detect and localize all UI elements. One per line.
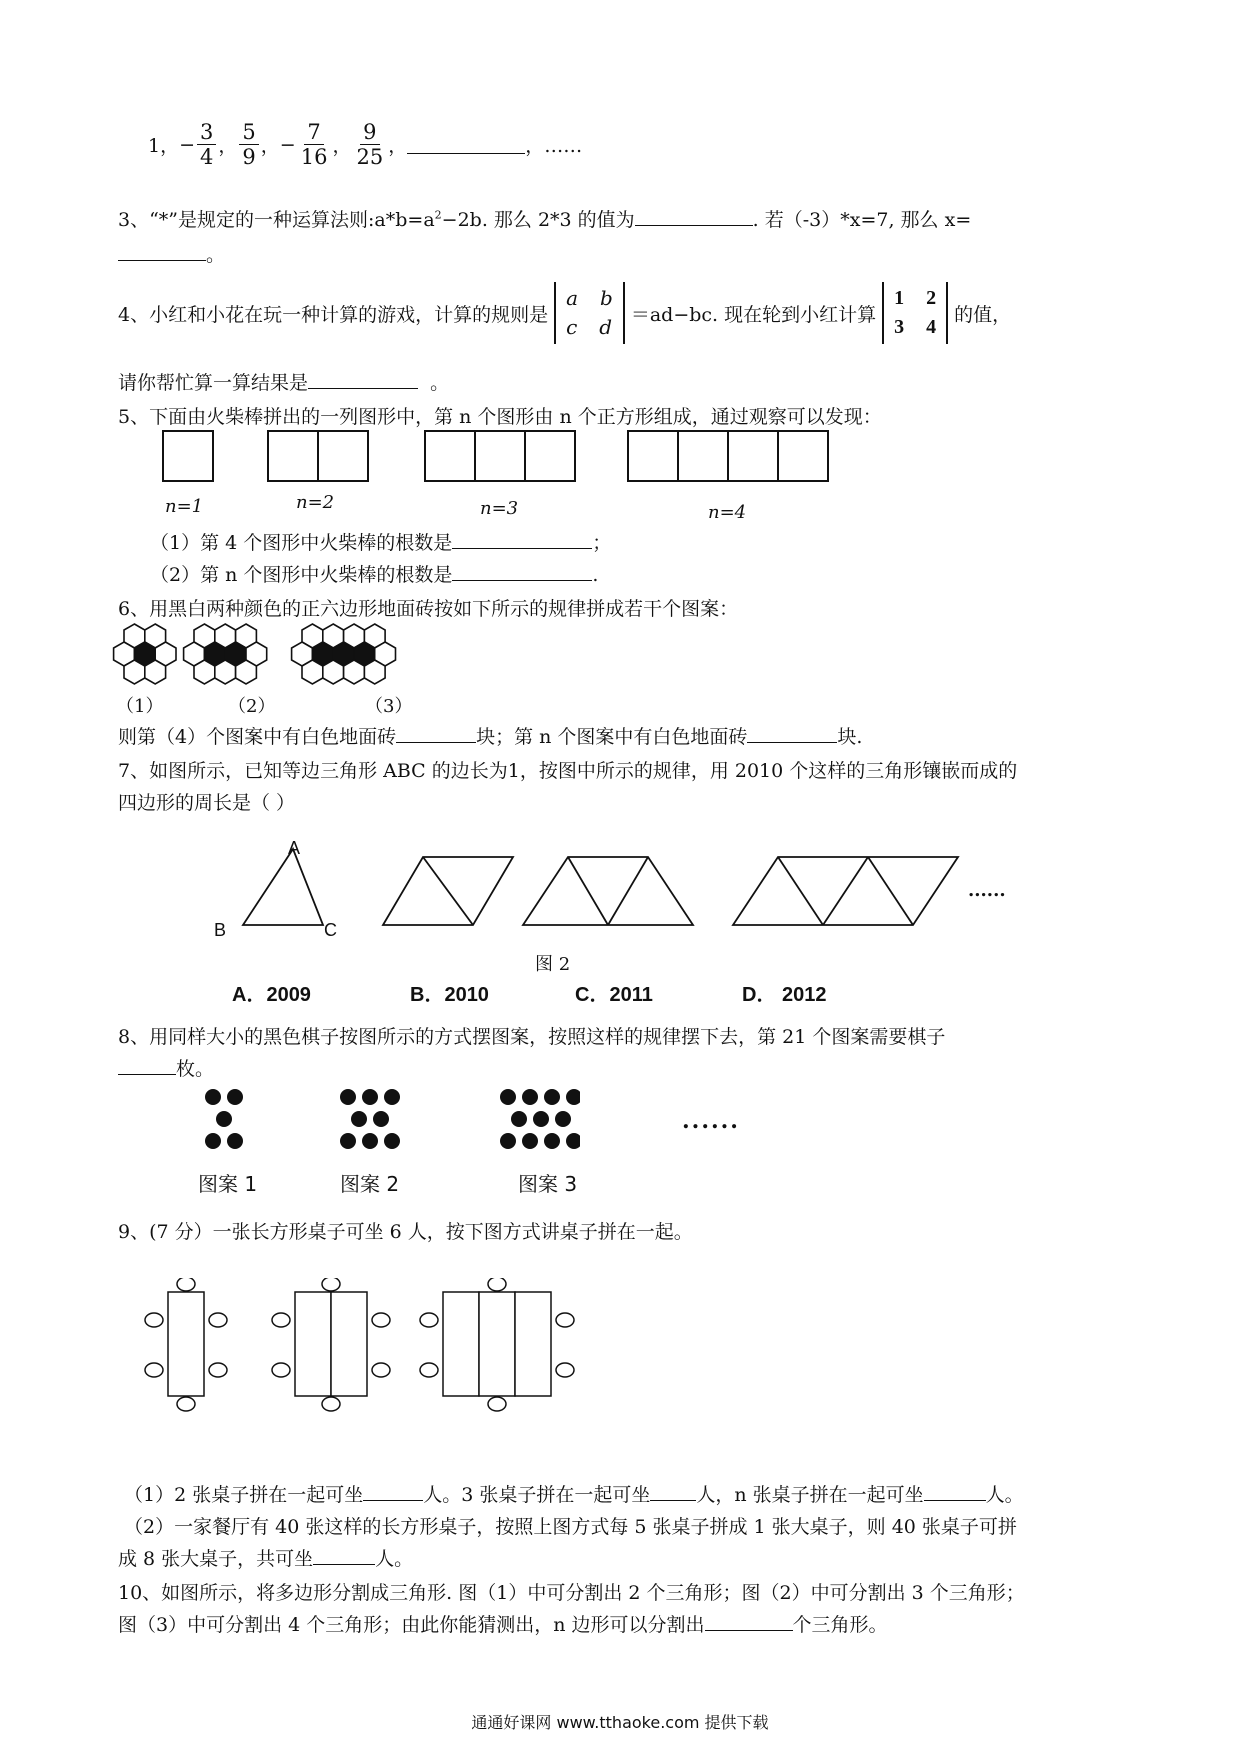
q9-question: 9、(7 分）一张长方形桌子可坐 6 人，按下图方式讲桌子拼在一起。 xyxy=(118,1221,693,1243)
black-stone xyxy=(500,1133,516,1149)
q9-sub2-line1: （2）一家餐厅有 40 张这样的长方形桌子，按照上图方式每 5 张桌子拼成 1 张大桌子，则 40 张桌子可拼 xyxy=(124,1516,1017,1538)
q5-blank-2[interactable] xyxy=(452,562,592,581)
q9-blank-3[interactable] xyxy=(924,1482,986,1501)
black-stone xyxy=(340,1133,356,1149)
q4-line2: 请你帮忙算一算结果是 。 xyxy=(118,372,450,394)
white-hexagon xyxy=(323,660,344,684)
q8-caption-2: 图案 2 xyxy=(340,1172,400,1196)
black-stone xyxy=(384,1089,400,1105)
black-stone xyxy=(205,1133,221,1149)
black-stone xyxy=(566,1089,580,1105)
chair xyxy=(322,1278,340,1291)
table xyxy=(515,1292,551,1396)
q1-sep: ， xyxy=(332,135,352,158)
white-hexagon xyxy=(145,660,166,684)
q8-blank[interactable] xyxy=(118,1056,176,1075)
q7-vertex-c: C xyxy=(324,920,337,940)
chair xyxy=(145,1363,163,1377)
q7-line1: 7、如图所示，已知等边三角形 ABC 的边长为1，按图中所示的规律，用 2010 个这样的三角形镶嵌而成的 xyxy=(118,760,1018,782)
black-stone xyxy=(544,1133,560,1149)
q4-determinant-rule: a b c d xyxy=(554,282,625,344)
q1-fraction-1: $\frac{3}{4}$ xyxy=(197,120,216,169)
q3-line2: 。 xyxy=(118,240,225,267)
q1-start: 1， xyxy=(148,135,180,158)
q6-label-1: （1） xyxy=(116,696,164,717)
white-hexagon xyxy=(344,660,365,684)
q5-label-3: n=3 xyxy=(480,498,519,519)
table xyxy=(168,1292,204,1396)
black-stone xyxy=(533,1111,549,1127)
chair xyxy=(209,1313,227,1327)
white-hexagon xyxy=(194,660,215,684)
q1-sep: ， xyxy=(388,135,408,158)
q6-answer-line: 则第（4）个图案中有白色地面砖 块；第 n 个图案中有白色地面砖 块. xyxy=(118,726,863,748)
black-stone xyxy=(362,1133,378,1149)
q3-blank-2[interactable] xyxy=(118,242,206,261)
table xyxy=(331,1292,367,1396)
q1-fraction-4: $\frac{9}{25}$ xyxy=(356,120,384,170)
black-stone xyxy=(555,1111,571,1127)
q7-option-a[interactable]: A．2009 xyxy=(232,984,311,1006)
q9-sub2-line2: 成 8 张大桌子，共可坐 人。 xyxy=(118,1548,414,1570)
q5-figure-1 xyxy=(163,431,213,481)
q9-table-figures xyxy=(140,1278,600,1438)
q7-figure-3 xyxy=(523,857,693,925)
chair xyxy=(488,1397,506,1411)
chair xyxy=(420,1363,438,1377)
q5-blank-1[interactable] xyxy=(452,530,592,549)
chair xyxy=(177,1397,195,1411)
q7-option-c[interactable]: C．2011 xyxy=(575,984,653,1006)
q7-line2: 四边形的周长是（ ） xyxy=(118,792,296,814)
q7-triangle-figures xyxy=(230,845,990,945)
table xyxy=(479,1292,515,1396)
q7-vertex-b: B xyxy=(214,920,227,940)
black-stone xyxy=(544,1089,560,1105)
q6-blank-2[interactable] xyxy=(747,724,837,743)
q1-sep: ， xyxy=(218,135,238,158)
black-stone xyxy=(227,1133,243,1149)
q9-sub1: （1）2 张桌子拼在一起可坐 人。3 张桌子拼在一起可坐 人，n 张桌子拼在一起可坐 人。 xyxy=(124,1484,1024,1506)
chair xyxy=(372,1313,390,1327)
q10-line1: 10、如图所示，将多边形分割成三角形. 图（1）中可分割出 2 个三角形；图（2）中可分割出 3 个三角形； xyxy=(118,1582,1025,1604)
q1-sequence xyxy=(148,120,582,169)
q6-label-2: （2） xyxy=(228,696,276,717)
chair xyxy=(488,1278,506,1291)
q1-fraction-2: $\frac{5}{9}$ xyxy=(239,120,258,169)
q5-sub1: （1）第 4 个图形中火柴棒的根数是 ； xyxy=(150,532,612,554)
q1-sep: ， xyxy=(260,135,280,158)
white-hexagon xyxy=(302,660,323,684)
q1-sign-3: − xyxy=(279,133,296,156)
q9-blank-1[interactable] xyxy=(363,1482,423,1501)
page-footer: 通通好课网 www.tthaoke.com 提供下载 xyxy=(471,1713,769,1732)
black-stone xyxy=(205,1089,221,1105)
q8-continuation-dots: ...... xyxy=(682,1108,740,1134)
q7-option-d[interactable]: D． 2012 xyxy=(742,984,827,1006)
q8-line2: 枚。 xyxy=(118,1054,214,1081)
q1-fraction-3: $\frac{7}{16}$ xyxy=(300,120,328,170)
q6-question: 6、用黑白两种颜色的正六边形地面砖按如下所示的规律拼成若干个图案： xyxy=(118,598,739,620)
q7-triangle-abc xyxy=(243,849,323,925)
black-stone xyxy=(362,1089,378,1105)
q4-line1: 4、小红和小花在玩一种计算的游戏，计算的规则是 a b c d ＝ad−bc. 现在轮到小红计算 1 2 3 4 的值， xyxy=(118,282,1011,344)
chair xyxy=(145,1313,163,1327)
black-stone xyxy=(511,1111,527,1127)
q8-caption-3: 图案 3 xyxy=(518,1172,578,1196)
black-stone xyxy=(351,1111,367,1127)
q5-figure-3 xyxy=(425,431,575,481)
q5-question: 5、下面由火柴棒拼出的一列图形中，第 n 个图形由 n 个正方形组成，通过观察可以发现： xyxy=(118,406,882,428)
black-stone xyxy=(384,1133,400,1149)
chair xyxy=(420,1313,438,1327)
white-hexagon xyxy=(236,660,257,684)
q5-sub2: （2）第 n 个图形中火柴棒的根数是 . xyxy=(150,564,599,586)
white-hexagon xyxy=(124,660,145,684)
q4-determinant-values: 1 2 3 4 xyxy=(882,282,948,344)
chair xyxy=(372,1363,390,1377)
table xyxy=(443,1292,479,1396)
table xyxy=(295,1292,331,1396)
chair xyxy=(209,1363,227,1377)
q1-end: ，…… xyxy=(525,135,583,158)
black-stone xyxy=(500,1089,516,1105)
q1-sign-1: − xyxy=(179,133,196,156)
q10-blank[interactable] xyxy=(705,1612,793,1631)
chair xyxy=(556,1363,574,1377)
q9-blank-2[interactable] xyxy=(650,1482,696,1501)
q3-line1: 3、“*”是规定的一种运算法则$:a*b=a^2-2b$. 那么 2*3 的值为 . 若（-3）*x=7, 那么 x= xyxy=(118,208,972,231)
black-stone xyxy=(373,1111,389,1127)
q8-caption-1: 图案 1 xyxy=(198,1172,258,1196)
black-stone xyxy=(227,1089,243,1105)
q5-label-1: n=1 xyxy=(165,496,204,517)
q5-matchstick-figures xyxy=(160,428,860,488)
q9-blank-4[interactable] xyxy=(313,1546,375,1565)
q8-go-stone-patterns xyxy=(200,1085,580,1155)
chair xyxy=(272,1363,290,1377)
q7-vertex-a: A xyxy=(288,838,301,858)
q7-figure-caption: 图 2 xyxy=(535,954,571,975)
black-stone xyxy=(340,1089,356,1105)
black-stone xyxy=(216,1111,232,1127)
q7-continuation-dots: ...... xyxy=(968,880,1006,901)
q6-label-3: （3） xyxy=(365,696,413,717)
q7-option-b[interactable]: B．2010 xyxy=(410,984,489,1006)
q10-line2: 图（3）中可分割出 4 个三角形；由此你能猜测出，n 边形可以分割出 个三角形。 xyxy=(118,1614,888,1636)
q6-blank-1[interactable] xyxy=(396,724,476,743)
white-hexagon xyxy=(215,660,236,684)
q6-hexagon-patterns xyxy=(112,620,472,702)
q1-answer-blank[interactable] xyxy=(407,135,525,154)
black-stone xyxy=(566,1133,580,1149)
chair xyxy=(322,1397,340,1411)
black-stone xyxy=(522,1089,538,1105)
q8-line1: 8、用同样大小的黑色棋子按图所示的方式摆图案，按照这样的规律摆下去，第 21 个图案需要棋子 xyxy=(118,1026,946,1048)
chair xyxy=(272,1313,290,1327)
black-stone xyxy=(522,1133,538,1149)
white-hexagon xyxy=(364,660,385,684)
chair xyxy=(556,1313,574,1327)
q3-blank-1[interactable] xyxy=(635,207,753,226)
q5-label-2: n=2 xyxy=(296,492,335,513)
chair xyxy=(177,1278,195,1291)
q4-blank[interactable] xyxy=(308,370,418,389)
q5-label-4: n=4 xyxy=(708,502,747,523)
